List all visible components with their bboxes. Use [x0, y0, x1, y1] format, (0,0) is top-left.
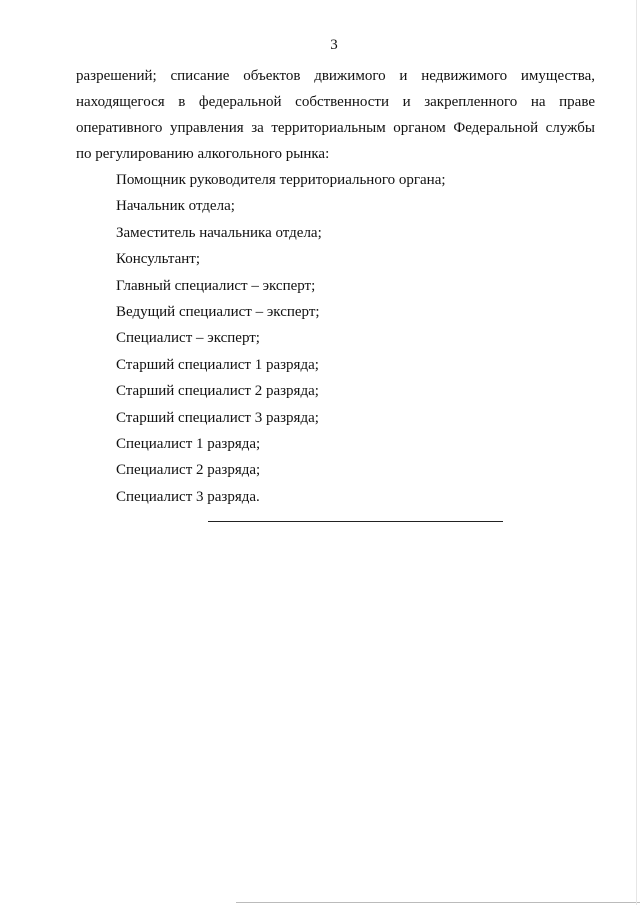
position-item: Старший специалист 2 разряда;	[116, 383, 319, 400]
position-item: Помощник руководителя территориального органа;	[116, 172, 446, 188]
position-item: Главный специалист – эксперт;	[116, 277, 316, 294]
paragraph-line: разрешений; списание объектов движимого и недвижимого имущества,	[76, 68, 595, 84]
paragraph-line: находящегося в федеральной собственности и закрепленного на праве	[76, 94, 595, 110]
positions-list	[116, 167, 446, 510]
position-item: Ведущий специалист – эксперт;	[116, 303, 320, 320]
paragraph-line: по регулированию алкогольного рынка:	[76, 146, 330, 162]
intro-paragraph	[76, 63, 595, 167]
scan-edge-right	[636, 0, 637, 905]
position-item: Специалист 3 разряда.	[116, 488, 260, 505]
end-divider-line	[208, 521, 503, 522]
position-item: Старший специалист 1 разряда;	[116, 356, 319, 373]
page-number: 3	[330, 37, 338, 53]
position-item: Заместитель начальника отдела;	[116, 224, 322, 241]
position-item: Консультант;	[116, 251, 200, 268]
position-item: Специалист – эксперт;	[116, 330, 260, 347]
position-item: Специалист 2 разряда;	[116, 462, 261, 479]
paragraph-line: оперативного управления за территориальным органом Федеральной службы	[76, 120, 595, 136]
position-item: Старший специалист 3 разряда;	[116, 409, 319, 426]
position-item: Специалист 1 разряда;	[116, 435, 261, 452]
scan-edge-bottom	[236, 902, 640, 903]
position-item: Начальник отдела;	[116, 198, 235, 215]
